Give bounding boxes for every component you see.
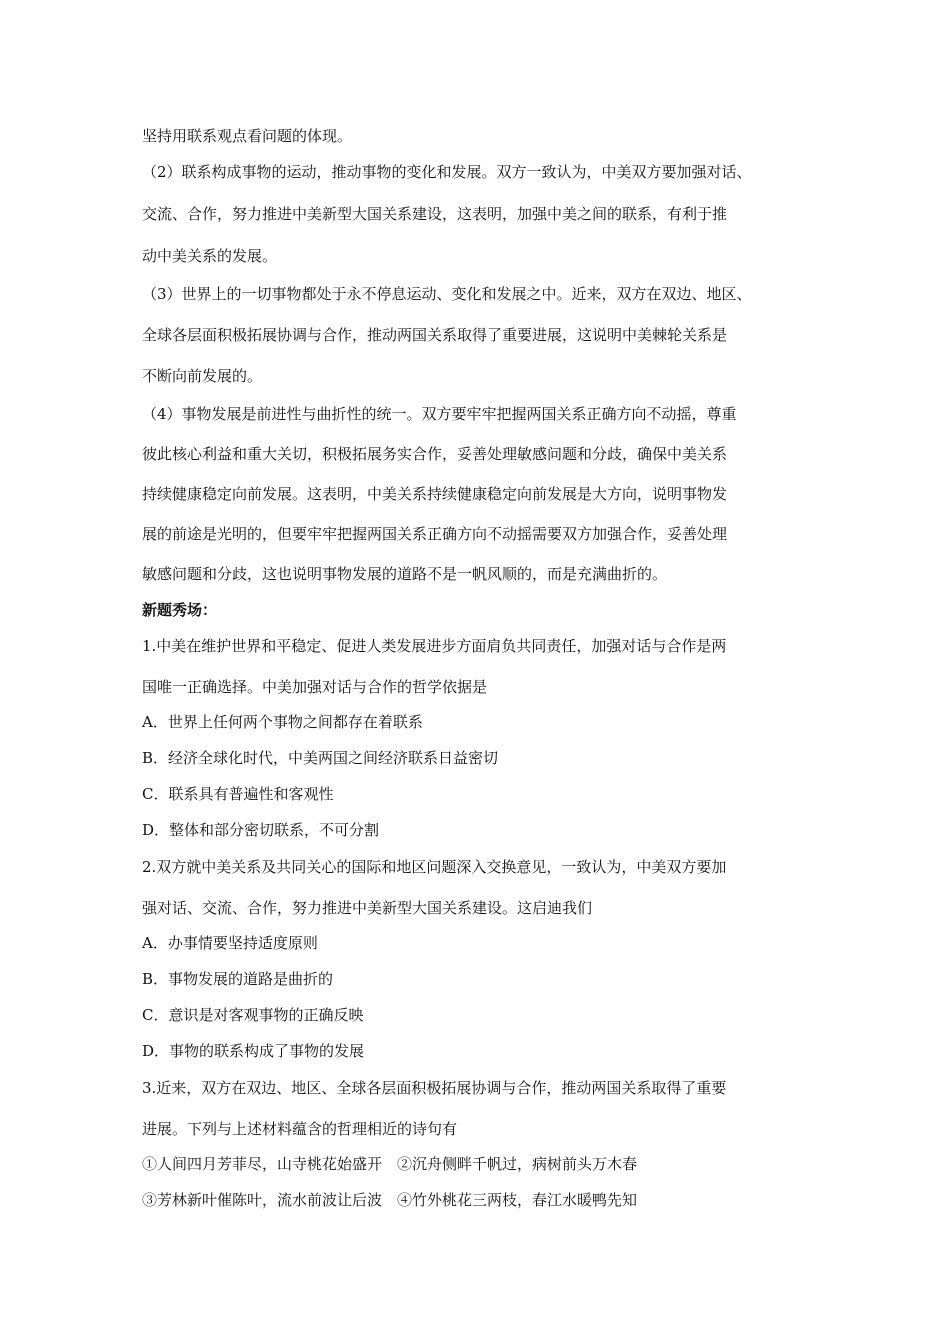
option-a: A．世界上任何两个事物之间都存在着联系 bbox=[142, 713, 423, 731]
option-b: B．经济全球化时代，中美两国之间经济联系日益密切 bbox=[142, 749, 499, 767]
option-d: D．整体和部分密切联系，不可分割 bbox=[142, 821, 380, 839]
text-line: （3）世界上的一切事物都处于永不停息运动、变化和发展之中。近来，双方在双边、地区、 bbox=[142, 285, 752, 303]
text-line: 持续健康稳定向前发展。这表明，中美关系持续健康稳定向前发展是大方向，说明事物发 bbox=[142, 485, 728, 503]
text-line: 交流、合作，努力推进中美新型大国关系建设，这表明，加强中美之间的联系，有利于推 bbox=[142, 205, 728, 223]
text-line: 不断向前发展的。 bbox=[142, 367, 263, 385]
question-1-text: 国唯一正确选择。中美加强对话与合作的哲学依据是 bbox=[142, 678, 488, 696]
option-a: A．办事情要坚持适度原则 bbox=[142, 934, 318, 952]
text-line: 坚持用联系观点看问题的体现。 bbox=[142, 127, 353, 145]
question-3-text: 进展。下列与上述材料蕴含的哲理相近的诗句有 bbox=[142, 1120, 458, 1138]
text-line: 动中美关系的发展。 bbox=[142, 247, 278, 265]
option-c: C．意识是对客观事物的正确反映 bbox=[142, 1006, 364, 1024]
text-line: 全球各层面积极拓展协调与合作，推动两国关系取得了重要进展，这说明中美棘轮关系是 bbox=[142, 326, 728, 344]
question-2-text: 2.双方就中美关系及共同关心的国际和地区问题深入交换意见，一致认为，中美双方要加 bbox=[142, 858, 727, 876]
text-line: （4）事物发展是前进性与曲折性的统一。双方要牢牢把握两国关系正确方向不动摇，尊重 bbox=[142, 405, 737, 423]
text-line: 彼此核心利益和重大关切，积极拓展务实合作，妥善处理敏感问题和分歧，确保中美关系 bbox=[142, 445, 728, 463]
poem-options-line: ①人间四月芳菲尽，山寺桃花始盛开 ②沉舟侧畔千帆过，病树前头万木春 bbox=[142, 1155, 638, 1173]
question-2-text: 强对话、交流、合作，努力推进中美新型大国关系建设。这启迪我们 bbox=[142, 899, 593, 917]
question-1-text: 1.中美在维护世界和平稳定、促进人类发展进步方面肩负共同责任，加强对话与合作是两 bbox=[142, 637, 727, 655]
option-c: C．联系具有普遍性和客观性 bbox=[142, 785, 334, 803]
text-line: （2）联系构成事物的运动，推动事物的变化和发展。双方一致认为，中美双方要加强对话、 bbox=[142, 163, 752, 181]
section-heading: 新题秀场： bbox=[142, 601, 218, 619]
text-line: 展的前途是光明的，但要牢牢把握两国关系正确方向不动摇需要双方加强合作，妥善处理 bbox=[142, 525, 728, 543]
question-3-text: 3.近来，双方在双边、地区、全球各层面积极拓展协调与合作，推动两国关系取得了重要 bbox=[142, 1079, 727, 1097]
poem-options-line: ③芳林新叶催陈叶，流水前波让后波 ④竹外桃花三两枝，春江水暖鸭先知 bbox=[142, 1191, 638, 1209]
option-d: D．事物的联系构成了事物的发展 bbox=[142, 1042, 365, 1060]
option-b: B．事物发展的道路是曲折的 bbox=[142, 970, 334, 988]
text-line: 敏感问题和分歧，这也说明事物发展的道路不是一帆风顺的，而是充满曲折的。 bbox=[142, 565, 668, 583]
